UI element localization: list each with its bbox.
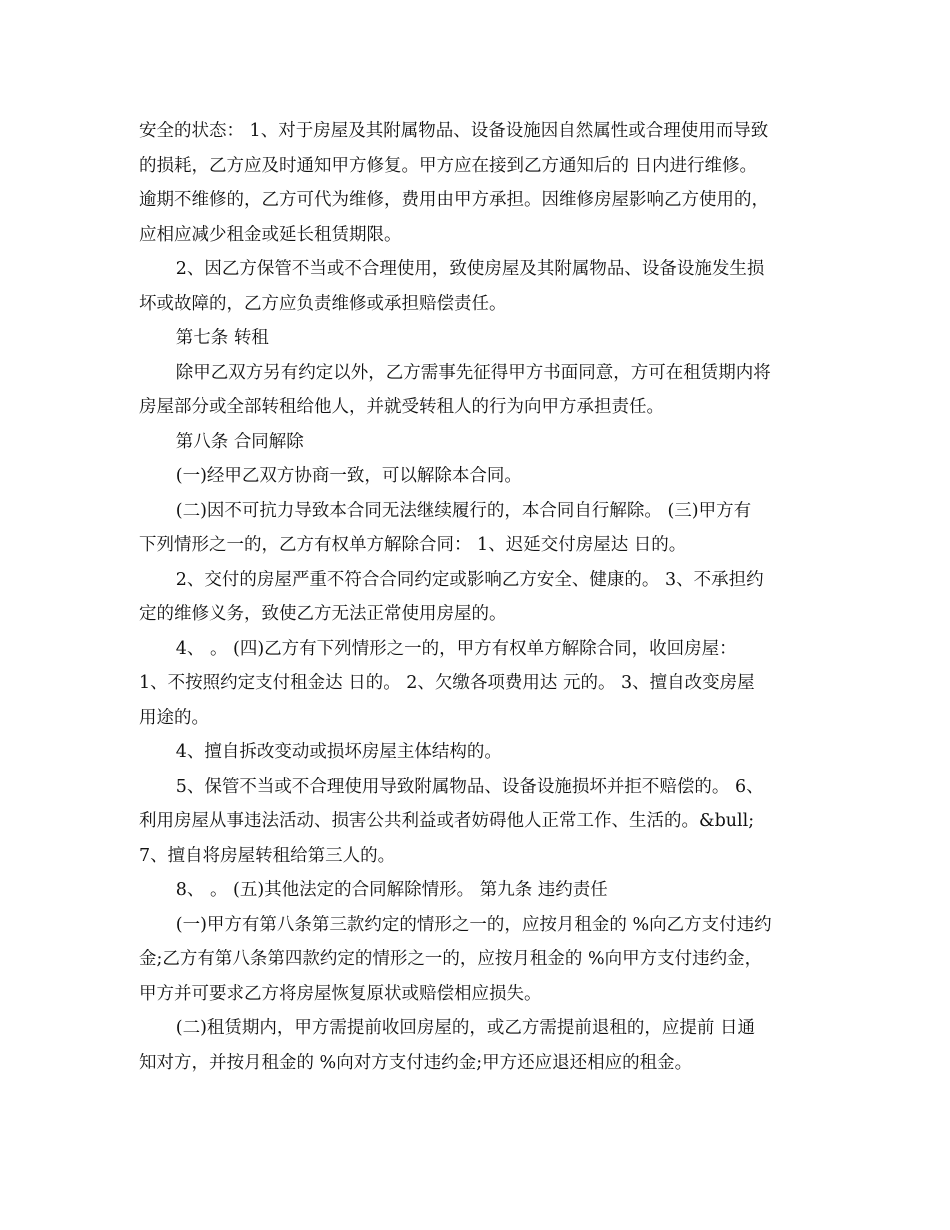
document-line xyxy=(139,114,819,149)
document-line-text: 8、 。 (五)其他法定的合同解除情形。 第九条 违约责任 xyxy=(175,880,608,900)
document-line xyxy=(139,563,819,598)
document-line-text: (二)租赁期内，甲方需提前收回房屋的，或乙方需提前退租的，应提前 日通 xyxy=(175,1018,755,1038)
document-line-text: (一)经甲乙双方协商一致，可以解除本合同。 xyxy=(175,466,522,486)
document-line-text: 用途的。 xyxy=(139,707,209,728)
document-line-text: 甲方并可要求乙方将房屋恢复原状或赔偿相应损失。 xyxy=(139,983,542,1004)
document-line xyxy=(139,252,819,287)
document-line-text: (一)甲方有第八条第三款约定的情形之一的，应按月租金的 %向乙方支付违约 xyxy=(175,914,772,935)
document-line xyxy=(139,425,819,460)
document-line-text: 金;乙方有第八条第四款约定的情形之一的，应按月租金的 %向甲方支付违约金， xyxy=(139,949,763,969)
document-line-text: 定的维修义务，致使乙方无法正常使用房屋的。 xyxy=(139,604,507,624)
document-line xyxy=(139,287,819,322)
document-line xyxy=(139,149,819,184)
document-line-text: 4、擅自拆改变动或损坏房屋主体结构的。 xyxy=(175,742,502,762)
document-line-text: 的损耗，乙方应及时通知甲方修复。甲方应在接到乙方通知后的 日内进行维修。 xyxy=(139,155,758,176)
document-line xyxy=(139,804,819,839)
document-line xyxy=(139,873,819,908)
document-line xyxy=(139,356,819,391)
document-line xyxy=(139,390,819,425)
document-line xyxy=(139,977,819,1012)
document-line-text: 知对方，并按月租金的 %向对方支付违约金;甲方还应退还相应的租金。 xyxy=(139,1052,693,1073)
document-line-text: 应相应减少租金或延长租赁期限。 xyxy=(139,224,402,245)
document-line xyxy=(139,666,819,701)
document-line-text: 除甲乙双方另有约定以外，乙方需事先征得甲方书面同意，方可在租赁期内将 xyxy=(175,362,771,383)
document-line xyxy=(139,839,819,874)
document-line xyxy=(139,597,819,632)
document-line xyxy=(139,528,819,563)
document-line-text: 7、擅自将房屋转租给第三人的。 xyxy=(139,845,396,866)
document-line-text: 5、保管不当或不合理使用导致附属物品、设备设施损坏并拒不赔偿的。 6、 xyxy=(175,776,764,797)
document-line xyxy=(139,908,819,943)
document-line-text: 安全的状态： 1、对于房屋及其附属物品、设备设施因自然属性或合理使用而导致 xyxy=(139,121,769,141)
document-line xyxy=(139,1011,819,1046)
document-line xyxy=(139,321,819,356)
document-line-text: 利用房屋从事违法活动、损害公共利益或者妨碍他人正常工作、生活的。&bull; xyxy=(139,811,755,831)
document-line-text: 2、交付的房屋严重不符合合同约定或影响乙方安全、健康的。 3、不承担约 xyxy=(175,569,764,590)
document-line xyxy=(139,770,819,805)
document-line-text: 第七条 转租 xyxy=(175,328,269,348)
document-line xyxy=(139,701,819,736)
document-line xyxy=(139,459,819,494)
document-line-text: 1、不按照约定支付租金达 日的。 2、欠缴各项费用达 元的。 3、擅自改变房屋 xyxy=(139,673,755,693)
document-line-text: (二)因不可抗力导致本合同无法继续履行的，本合同自行解除。 (三)甲方有 xyxy=(175,500,752,521)
document-line-text: 第八条 合同解除 xyxy=(175,431,304,452)
document-line xyxy=(139,735,819,770)
document-line xyxy=(139,1046,819,1081)
document-line xyxy=(139,942,819,977)
document-line-text: 坏或故障的，乙方应负责维修或承担赔偿责任。 xyxy=(139,293,507,314)
document-line-text: 下列情形之一的，乙方有权单方解除合同： 1、迟延交付房屋达 日的。 xyxy=(139,535,687,555)
document-line-text: 4、 。 (四)乙方有下列情形之一的，甲方有权单方解除合同，收回房屋： xyxy=(175,638,737,659)
document-line xyxy=(139,494,819,529)
document-line xyxy=(139,218,819,253)
document-line xyxy=(139,632,819,667)
document-line-text: 房屋部分或全部转租给他人，并就受转租人的行为向甲方承担责任。 xyxy=(139,397,664,417)
document-body xyxy=(139,114,819,1080)
document-line-text: 2、因乙方保管不当或不合理使用，致使房屋及其附属物品、设备设施发生损 xyxy=(175,259,765,279)
document-line xyxy=(139,183,819,218)
document-line-text: 逾期不维修的，乙方可代为维修，费用由甲方承担。因维修房屋影响乙方使用的， xyxy=(139,190,769,210)
